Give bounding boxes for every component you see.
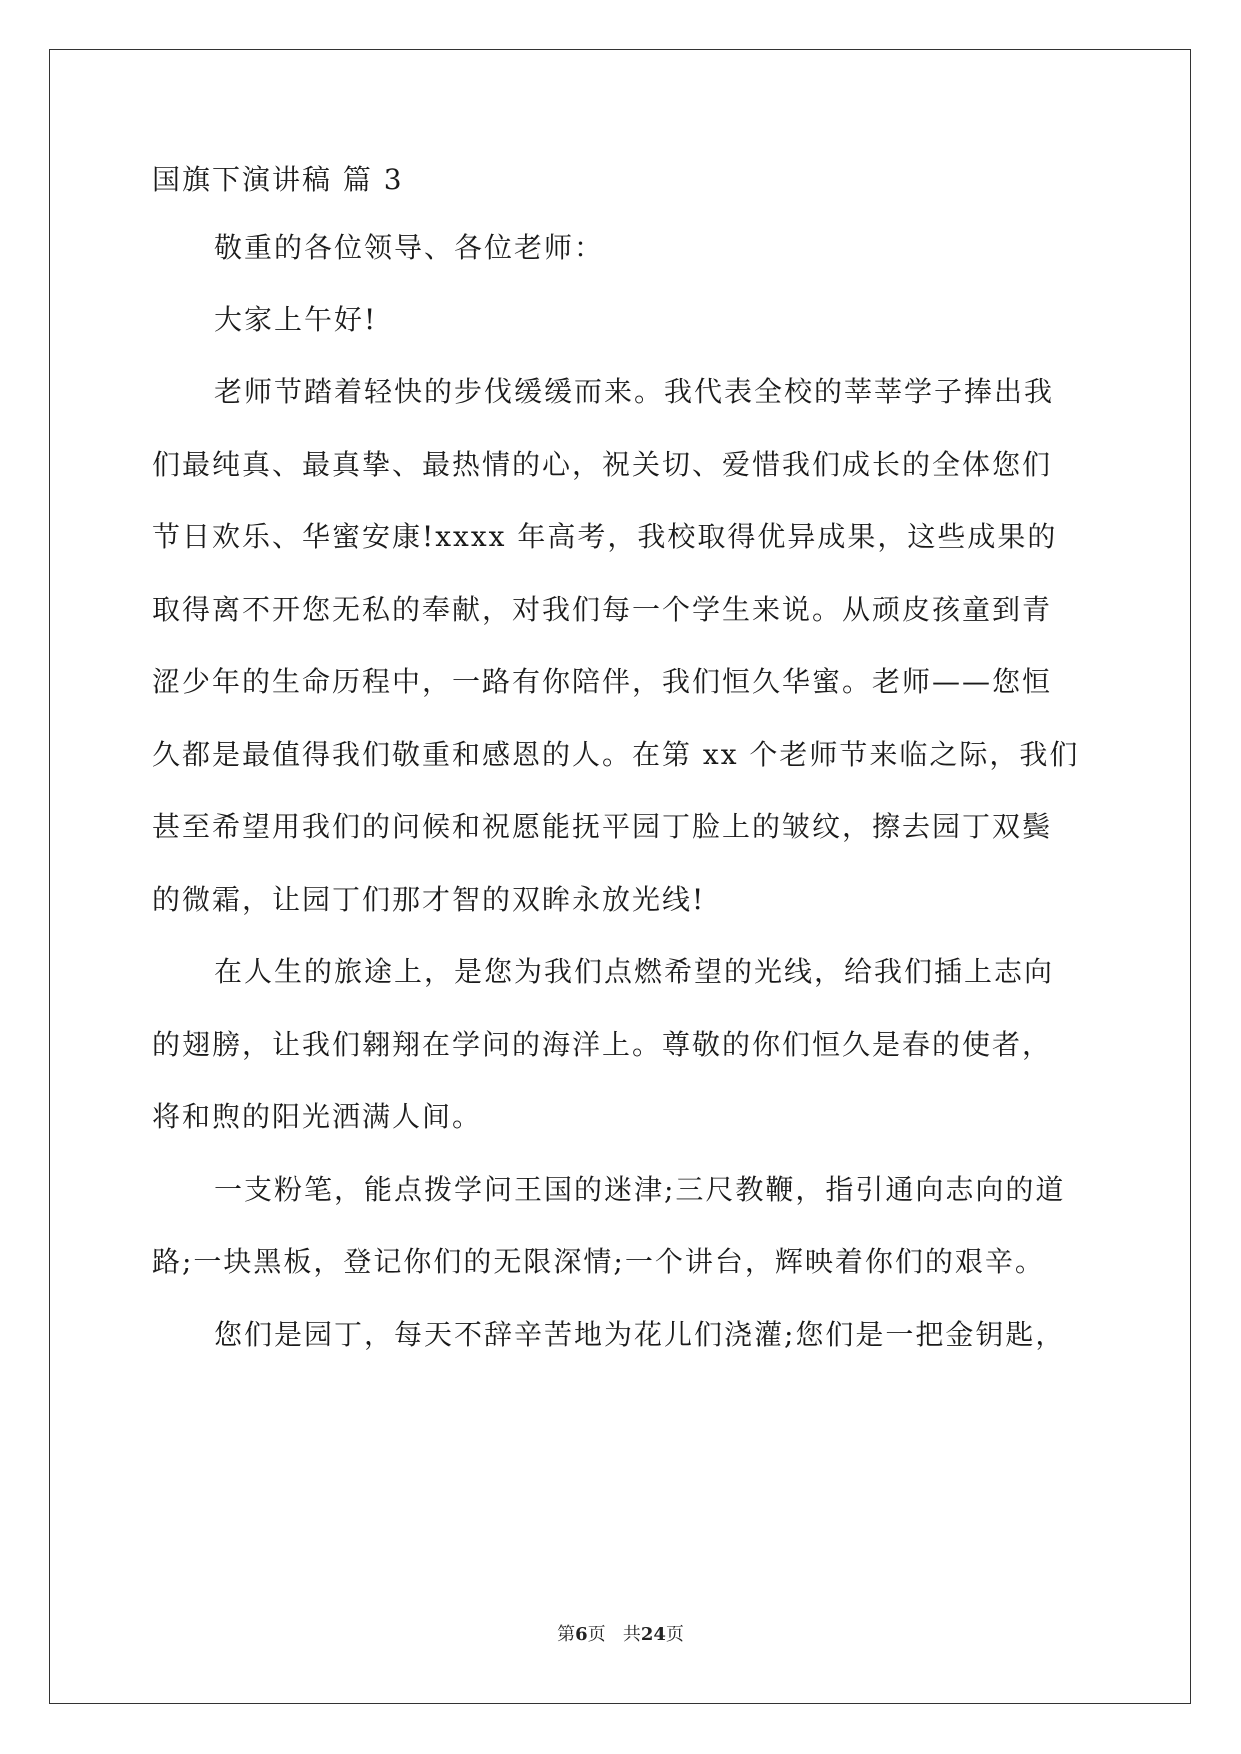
page-footer [0, 1620, 1241, 1646]
paragraph-line: 们最纯真、最真挚、最热情的心，祝关切、爱惜我们成长的全体您们 [152, 448, 1053, 481]
paragraph-line: 在人生的旅途上，是您为我们点燃希望的光线，给我们插上志向 [214, 955, 1055, 988]
paragraph-line: 涩少年的生命历程中，一路有你陪伴，我们恒久华蜜。老师——您恒 [152, 665, 1053, 698]
paragraph-line: 甚至希望用我们的问候和祝愿能抚平园丁脸上的皱纹，擦去园丁双鬓 [152, 810, 1053, 843]
salutation: 敬重的各位领导、各位老师： [214, 231, 605, 264]
page-number: 6 [575, 1624, 588, 1645]
page-border [49, 49, 1191, 1704]
total-suffix: 页 [665, 1624, 684, 1645]
paragraph-line: 的翅膀，让我们翱翔在学问的海洋上。尊敬的你们恒久是春的使者， [152, 1028, 1053, 1061]
greeting: 大家上午好! [214, 303, 378, 336]
page-prefix: 第 [557, 1624, 576, 1645]
paragraph-line: 的微霜，让园丁们那才智的双眸永放光线! [152, 883, 706, 916]
paragraph-line: 路;一块黑板，登记你们的无限深情;一个讲台，辉映着你们的艰辛。 [152, 1245, 1045, 1278]
paragraph-line: 老师节踏着轻快的步伐缓缓而来。我代表全校的莘莘学子捧出我 [214, 375, 1055, 408]
paragraph-line: 将和煦的阳光洒满人间。 [152, 1100, 483, 1133]
paragraph-line: 一支粉笔，能点拨学问王国的迷津;三尺教鞭，指引通向志向的道 [214, 1173, 1066, 1206]
total-prefix: 共 [622, 1624, 641, 1645]
paragraph-line: 久都是最值得我们敬重和感恩的人。在第 xx 个老师节来临之际，我们 [152, 738, 1080, 771]
document-title: 国旗下演讲稿 篇 3 [152, 163, 404, 196]
paragraph-line: 节日欢乐、华蜜安康!xxxx 年高考，我校取得优异成果，这些成果的 [152, 520, 1058, 553]
paragraph-line: 您们是园丁，每天不辞辛苦地为花儿们浇灌;您们是一把金钥匙， [214, 1318, 1066, 1351]
paragraph-line: 取得离不开您无私的奉献，对我们每一个学生来说。从顽皮孩童到青 [152, 593, 1053, 626]
total-pages: 24 [640, 1624, 666, 1645]
page-suffix: 页 [587, 1624, 606, 1645]
